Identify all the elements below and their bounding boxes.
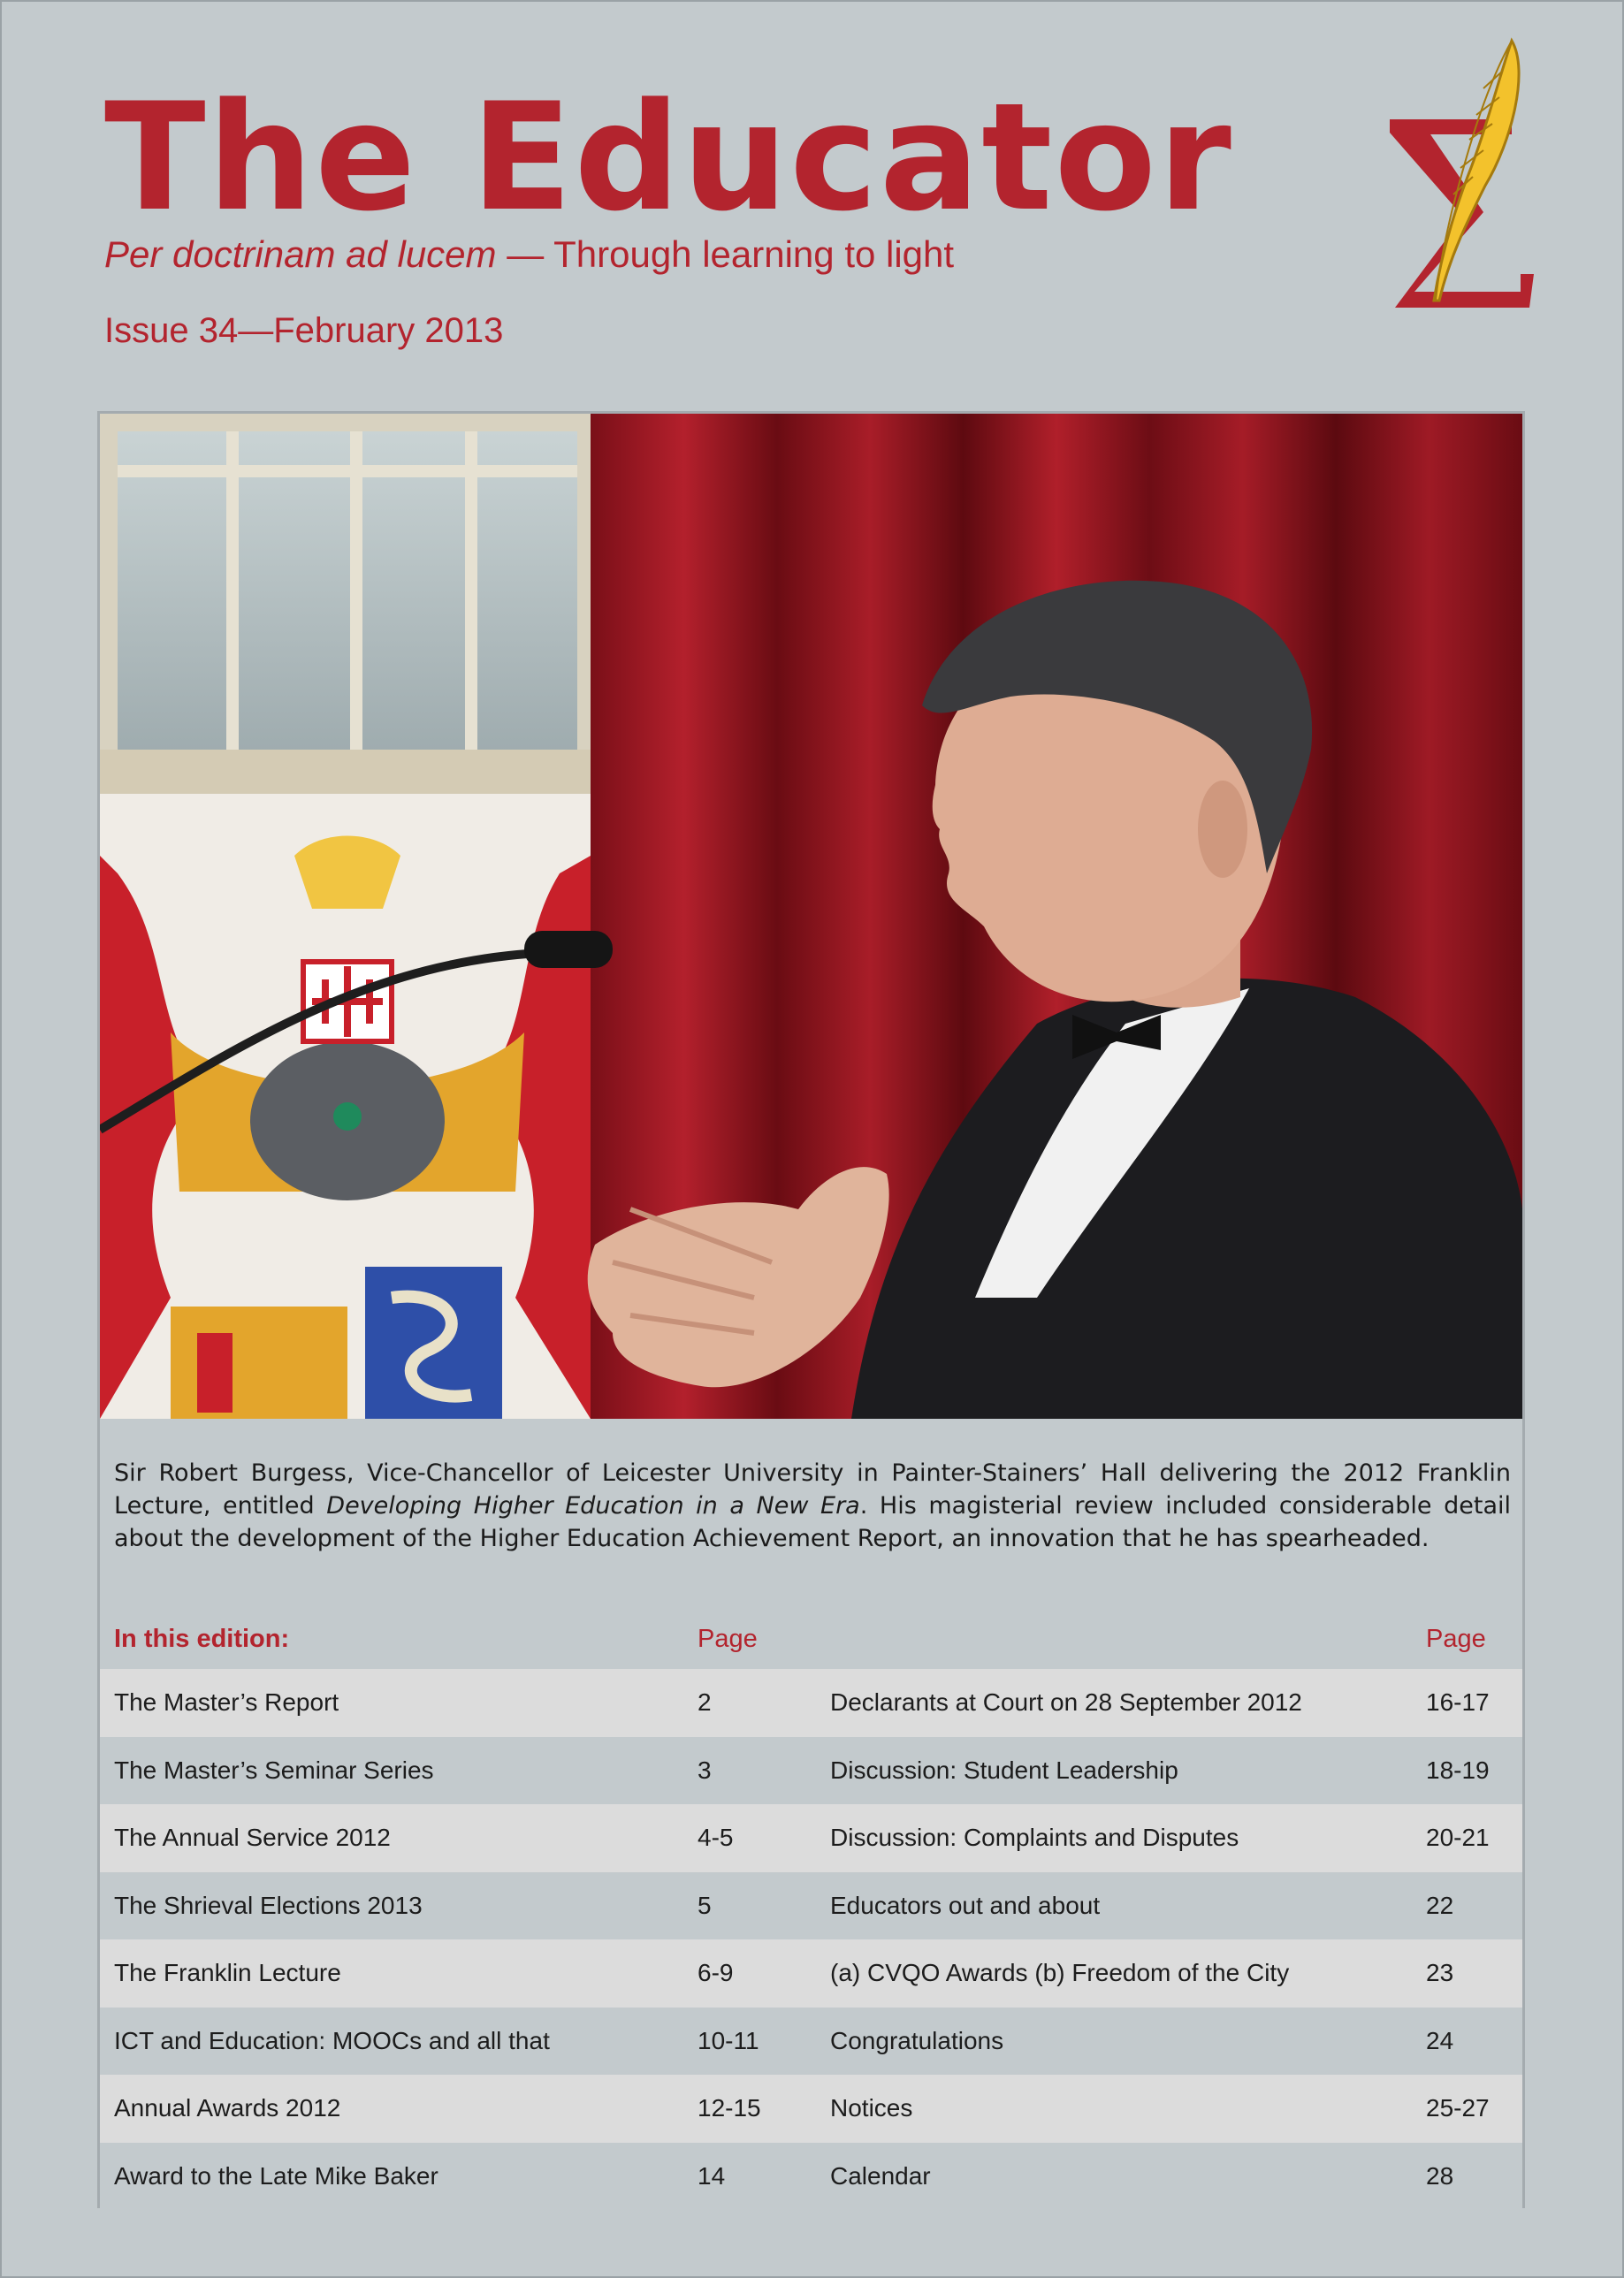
photo-caption: [114, 1457, 1511, 1555]
toc-header: [100, 1605, 1522, 1669]
toc-right-page: 20-21: [1426, 1824, 1490, 1851]
lecturer-photo: [100, 414, 1522, 1419]
toc-left-title: ICT and Education: MOOCs and all that: [114, 2026, 550, 2054]
toc-row: [100, 2075, 1522, 2143]
caption-text-1: Sir Robert Burgess, Vice-Chancellor of Leicester University in Painter-Stainers’ Hall delivering the 2012 Franklin Lecture, entitled: [114, 1459, 1511, 1520]
toc-right-page: 28: [1426, 2161, 1454, 2190]
toc-table: [100, 1669, 1522, 2210]
toc-right-title: Educators out and about: [830, 1891, 1101, 1919]
toc-left-page: 6-9: [698, 1959, 734, 1986]
motto-english: — Through learning to light: [496, 233, 955, 275]
toc-row: [100, 1939, 1522, 2008]
motto: [104, 233, 954, 276]
toc-right-title: (a) CVQO Awards (b) Freedom of the City: [830, 1959, 1290, 1986]
toc-right-page: 18-19: [1426, 1756, 1490, 1784]
toc-row: [100, 2143, 1522, 2211]
toc-left-page: 3: [698, 1756, 712, 1784]
toc-right-page: 16-17: [1426, 1688, 1490, 1716]
toc-left-title: The Master’s Seminar Series: [114, 1756, 434, 1784]
toc-left-page: 14: [698, 2161, 726, 2190]
toc-left-page: 4-5: [698, 1824, 734, 1851]
toc-row: [100, 1804, 1522, 1872]
caption-text-2: . His magisterial review included considerable detail about the development of the Higher Education Achievement Report, an innovation that he has spearheaded.: [114, 1492, 1511, 1552]
toc-right-title: Notices: [830, 2094, 913, 2122]
toc-row: [100, 1669, 1522, 1737]
toc-left-title: The Annual Service 2012: [114, 1824, 391, 1851]
toc-right-page: 23: [1426, 1959, 1454, 1986]
toc-right-title: Congratulations: [830, 2026, 1004, 2054]
toc-left-title: The Master’s Report: [114, 1688, 339, 1716]
toc-right-title: Declarants at Court on 28 September 2012: [830, 1688, 1302, 1716]
toc-right-title: Discussion: Complaints and Disputes: [830, 1824, 1239, 1851]
toc-page-label-right: Page: [1426, 1625, 1486, 1653]
toc-right-title: Discussion: Student Leadership: [830, 1756, 1178, 1784]
caption-lecture-title: Developing Higher Education in a New Era: [326, 1492, 860, 1520]
issue-label: Issue 34—February 2013: [104, 311, 504, 350]
masthead-title: The Educator: [104, 71, 1233, 244]
toc-row: [100, 1872, 1522, 1940]
toc-left-page: 2: [698, 1688, 712, 1716]
toc-left-title: The Franklin Lecture: [114, 1959, 341, 1986]
toc-right-page: 25-27: [1426, 2094, 1490, 2122]
toc-right-title: Calendar: [830, 2161, 931, 2190]
toc-right-page: 24: [1426, 2026, 1454, 2054]
toc-left-title: Annual Awards 2012: [114, 2094, 341, 2122]
motto-latin: Per doctrinam ad lucem: [104, 233, 497, 275]
toc-left-page: 12-15: [698, 2094, 761, 2122]
toc-left-page: 5: [698, 1891, 712, 1919]
toc-left-page: 10-11: [698, 2026, 759, 2054]
toc-page-label-left: Page: [698, 1625, 758, 1653]
sigma-quill-logo-icon: [1379, 35, 1547, 318]
content-panel: [97, 411, 1525, 2208]
toc-right-page: 22: [1426, 1891, 1454, 1919]
toc-left-title: Award to the Late Mike Baker: [114, 2161, 438, 2190]
toc-row: [100, 2008, 1522, 2076]
lecturer-photo-illustration: [100, 414, 1522, 1419]
toc-left-title: The Shrieval Elections 2013: [114, 1891, 423, 1919]
toc-heading: In this edition:: [114, 1625, 290, 1653]
toc-row: [100, 1737, 1522, 1805]
